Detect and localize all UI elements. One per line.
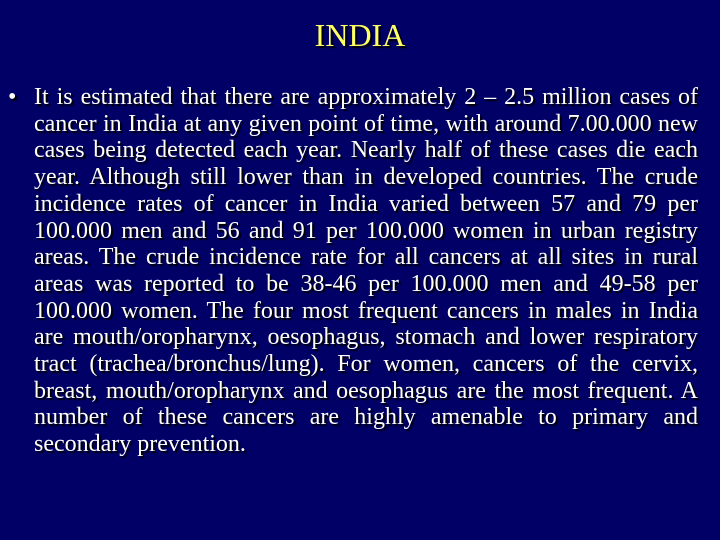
bullet-text: It is estimated that there are approximately 2 – 2.5 million cases of cancer in India at any given point of time, with around 7.00.000 new cases being detected each year. Nearly half of these cases die each year. Although still lower than in developed countries. The crude incidence rates of cancer in India varied between 57 and 79 per 100.000 men and 56 and 91 per 100.000 women in urban registry areas. The crude incidence rate for all cancers at all sites in rural areas was reported to be 38-46 per 100.000 men and 49-58 per 100.000 women. The four most frequent cancers in males in India are mouth/oropharynx, oesophagus, stomach and lower respiratory tract (trachea/bronchus/lung). For women, cancers of the cervix, breast, mouth/oropharynx and oesophagus are the most frequent. A number of these cancers are highly amenable to primary and secondary prevention. [34, 84, 698, 458]
bullet-marker: • [8, 84, 17, 110]
slide-title: INDIA [314, 17, 406, 53]
bullet-item [8, 84, 698, 458]
